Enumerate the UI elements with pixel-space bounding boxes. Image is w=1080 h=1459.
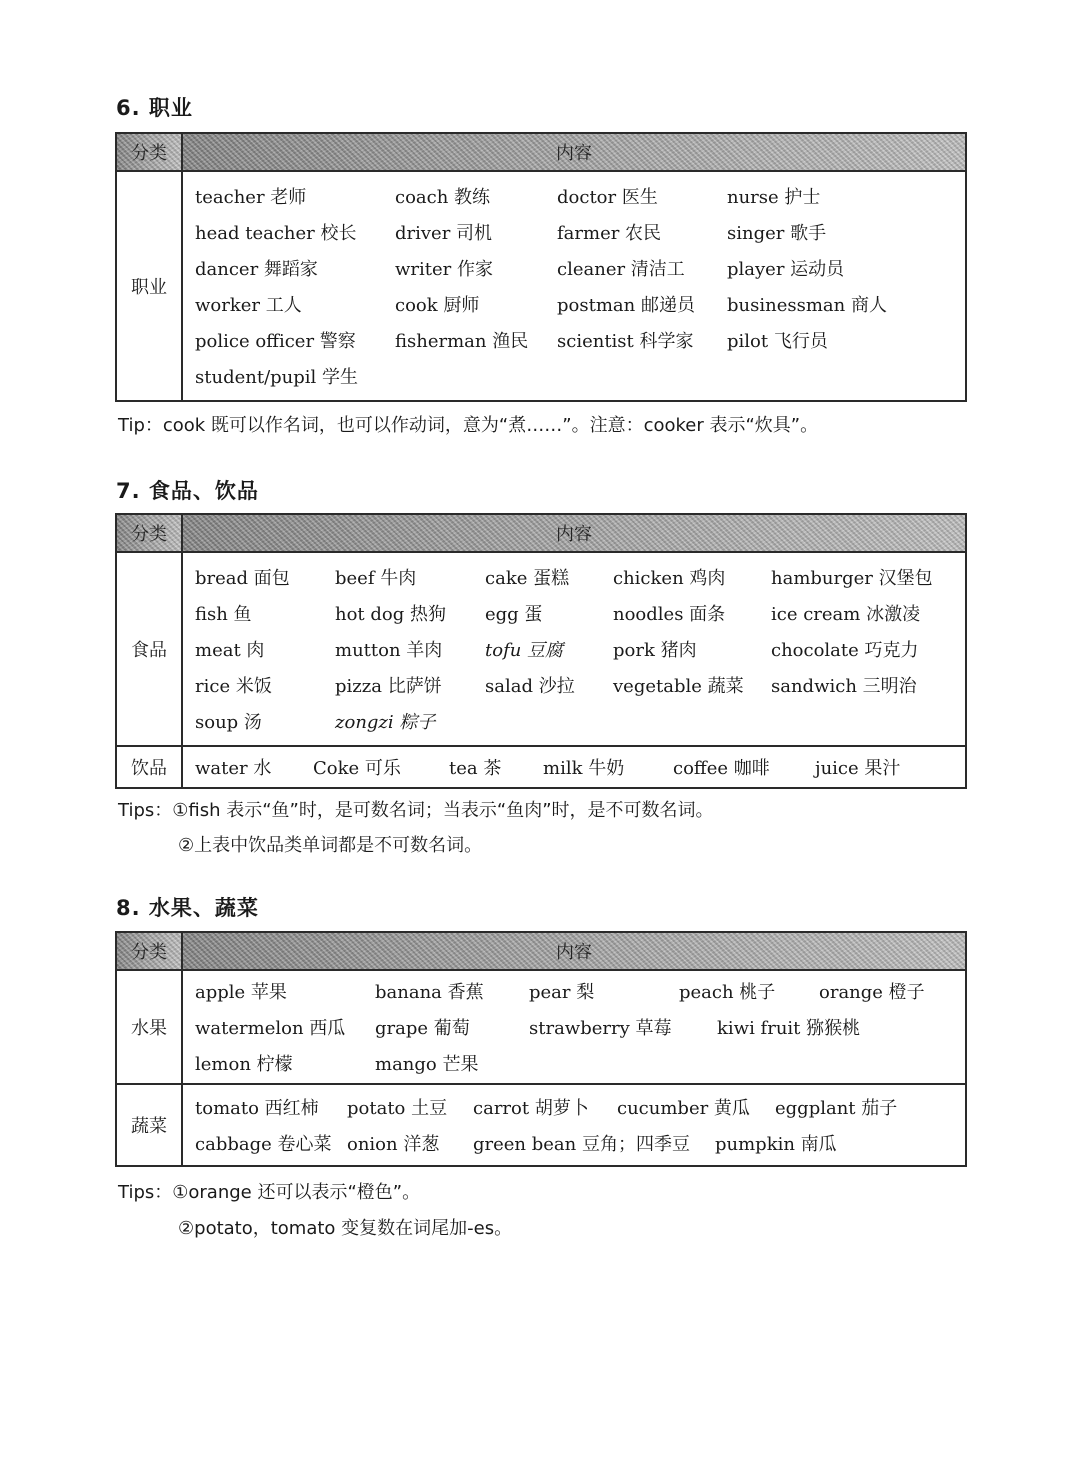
word-item: mango 芒果 [375,1054,479,1075]
word-line [195,559,957,595]
header-category: 分类 [116,133,182,171]
word-item: driver 司机 [395,223,493,244]
word-item: kiwi fruit 猕猴桃 [717,1018,861,1039]
word-item: potato 土豆 [347,1098,448,1119]
word-item: onion 洋葱 [347,1134,440,1155]
word-item: cook 厨师 [395,295,480,316]
word-item: businessman 商人 [727,295,887,316]
word-item: nurse 护士 [727,187,821,208]
content-cell [182,171,966,401]
word-item: milk 牛奶 [543,758,625,779]
word-line [195,1089,957,1125]
word-item: scientist 科学家 [557,331,694,352]
category-cell: 职业 [116,171,182,401]
occupation-table [115,132,967,402]
word-item: chocolate 巧克力 [771,640,919,661]
word-item: beef 牛肉 [335,568,417,589]
section-title-occupations: 6. 职业 [116,96,193,120]
word-item: zongzi 粽子 [335,712,436,733]
word-item: singer 歌手 [727,223,827,244]
word-line [195,1045,957,1081]
header-category: 分类 [116,932,182,970]
food-table [115,513,967,789]
word-item: hot dog 热狗 [335,604,446,625]
tip-text: Tips：①fish 表示“鱼”时，是可数名词；当表示“鱼肉”时，是不可数名词。 [118,800,714,821]
word-item: peach 桃子 [679,982,776,1003]
word-item: eggplant 茄子 [775,1098,898,1119]
word-line [195,973,957,1009]
tip-text: Tips：①orange 还可以表示“橙色”。 [118,1182,421,1203]
word-item: banana 香蕉 [375,982,484,1003]
content-cell [182,970,966,1084]
word-line [195,1009,957,1045]
word-item: soup 汤 [195,712,262,733]
word-line [195,667,957,703]
word-line [195,250,957,286]
word-item: orange 橙子 [819,982,925,1003]
table-row [116,1084,966,1166]
table-row [116,970,966,1084]
word-item: strawberry 草莓 [529,1018,672,1039]
word-item: chicken 鸡肉 [613,568,726,589]
word-line [195,1125,957,1161]
word-item: player 运动员 [727,259,845,280]
section-title-fruits-vegetables: 8. 水果、蔬菜 [116,896,259,920]
word-item: juice 果汁 [815,758,901,779]
word-item: tofu 豆腐 [485,640,564,661]
word-item: head teacher 校长 [195,223,357,244]
word-line [195,286,957,322]
word-item: writer 作家 [395,259,493,280]
word-item: coach 教练 [395,187,491,208]
tip-text: ②上表中饮品类单词都是不可数名词。 [178,835,483,856]
word-line [195,703,957,739]
word-item: lemon 柠檬 [195,1054,293,1075]
word-item: fisherman 渔民 [395,331,529,352]
content-cell [182,746,966,788]
category-cell: 饮品 [116,746,182,788]
word-item: cake 蛋糕 [485,568,570,589]
word-item: pear 梨 [529,982,595,1003]
table-row [116,552,966,746]
word-item: postman 邮递员 [557,295,695,316]
word-item: salad 沙拉 [485,676,575,697]
content-cell [182,1084,966,1166]
word-line [195,631,957,667]
word-item: water 水 [195,758,272,779]
word-item: cucumber 黄瓜 [617,1098,750,1119]
word-item: grape 葡萄 [375,1018,470,1039]
category-cell: 蔬菜 [116,1084,182,1166]
word-item: pork 猪肉 [613,640,697,661]
word-item: fish 鱼 [195,604,252,625]
word-item: ice cream 冰激凌 [771,604,921,625]
word-item: doctor 医生 [557,187,658,208]
word-item: Coke 可乐 [313,758,401,779]
category-cell: 食品 [116,552,182,746]
header-content: 内容 [182,133,966,171]
header-content: 内容 [182,932,966,970]
word-item: cleaner 清洁工 [557,259,685,280]
section-title-food-drinks: 7. 食品、饮品 [116,479,259,503]
table-row [116,171,966,401]
word-item: dancer 舞蹈家 [195,259,318,280]
word-line [195,178,957,214]
word-line [195,322,957,358]
word-item: worker 工人 [195,295,302,316]
word-item: rice 米饭 [195,676,272,697]
category-cell: 水果 [116,970,182,1084]
word-item: tomato 西红柿 [195,1098,319,1119]
word-item: watermelon 西瓜 [195,1018,346,1039]
word-item: egg 蛋 [485,604,543,625]
word-item: pizza 比萨饼 [335,676,442,697]
word-item: coffee 咖啡 [673,758,770,779]
word-item: noodles 面条 [613,604,726,625]
word-item: tea 茶 [449,758,502,779]
header-content: 内容 [182,514,966,552]
word-item: sandwich 三明治 [771,676,917,697]
word-item: carrot 胡萝卜 [473,1098,589,1119]
tip-text: ②potato，tomato 变复数在词尾加-es。 [178,1218,513,1239]
word-item: mutton 羊肉 [335,640,443,661]
word-item: vegetable 蔬菜 [613,676,744,697]
word-item: hamburger 汉堡包 [771,568,933,589]
word-line [195,595,957,631]
tip-text: Tip：cook 既可以作名词，也可以作动词，意为“煮……”。注意：cooker 表示“炊具”。 [118,415,819,436]
word-item: green bean 豆角；四季豆 [473,1134,690,1155]
word-line [195,214,957,250]
table-row [116,746,966,788]
word-item: student/pupil 学生 [195,367,359,388]
word-line [195,358,957,394]
word-item: bread 面包 [195,568,290,589]
word-line [195,749,957,785]
word-item: meat 肉 [195,640,265,661]
content-cell [182,552,966,746]
word-item: pilot 飞行员 [727,331,828,352]
word-item: police officer 警察 [195,331,356,352]
fruit-vegetable-table [115,931,967,1167]
word-item: cabbage 卷心菜 [195,1134,332,1155]
word-item: farmer 农民 [557,223,662,244]
word-item: apple 苹果 [195,982,287,1003]
word-item: teacher 老师 [195,187,307,208]
header-category: 分类 [116,514,182,552]
word-item: pumpkin 南瓜 [715,1134,837,1155]
